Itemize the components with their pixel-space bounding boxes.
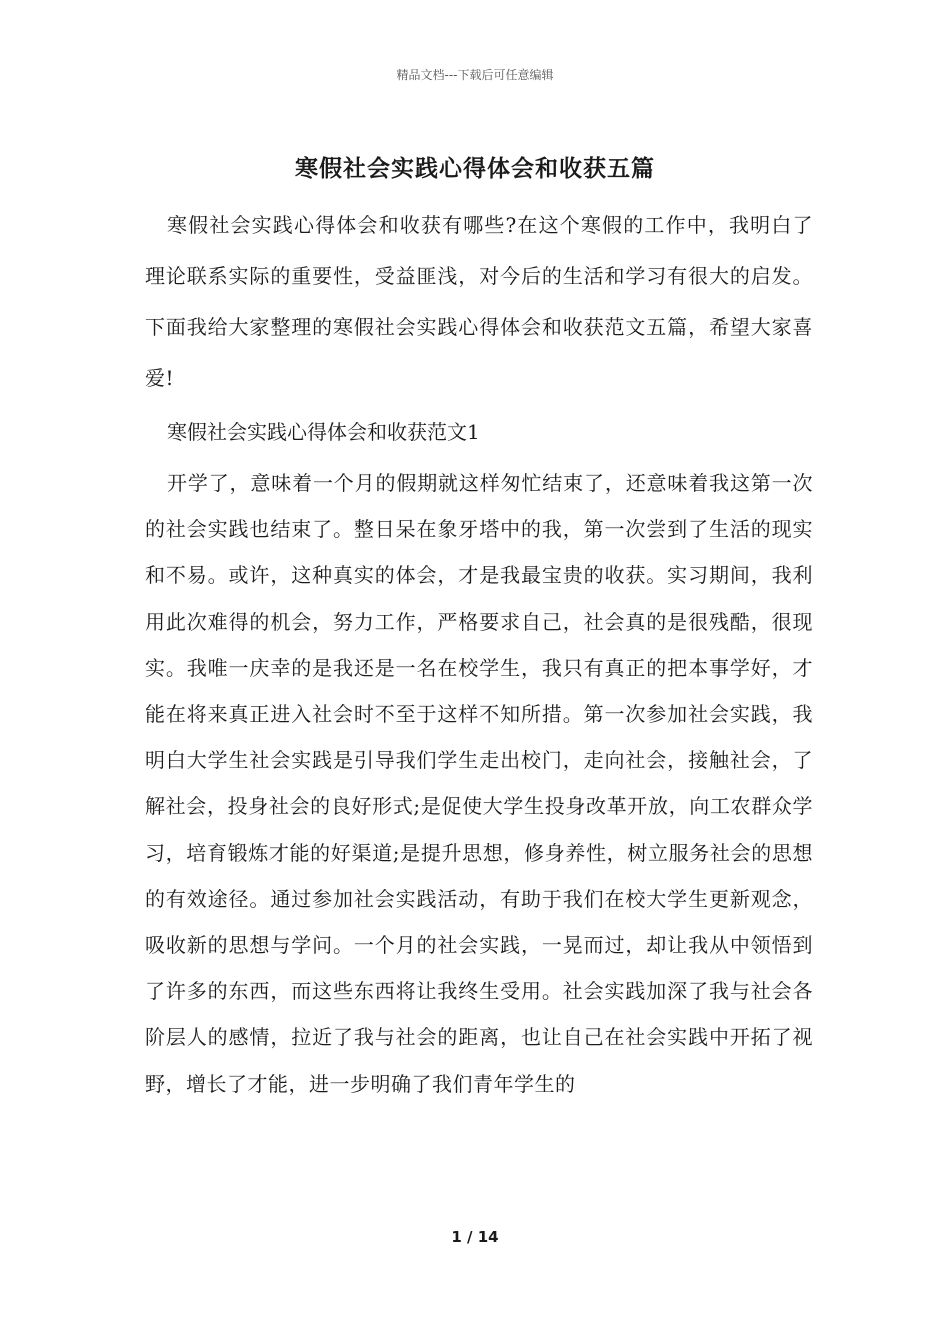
page-number: 1 / 14: [451, 1228, 499, 1246]
intro-paragraph: 寒假社会实践心得体会和收获有哪些?在这个寒假的工作中，我明白了理论联系实际的重要性，受益匪浅，对今后的生活和学习有很大的启发。下面我给大家整理的寒假社会实践心得体会和收获范文五篇，希望大家喜爱!: [145, 213, 813, 390]
section-heading: 寒假社会实践心得体会和收获范文1: [167, 420, 480, 444]
document-body: [145, 200, 813, 1115]
body-paragraph: 开学了，意味着一个月的假期就这样匆忙结束了，还意味着我这第一次的社会实践也结束了。整日呆在象牙塔中的我，第一次尝到了生活的现实和不易。或许，这种真实的体会，才是我最宝贵的收获。实习期间，我利用此次难得的机会，努力工作，严格要求自己，社会真的是很残酷，很现实。我唯一庆幸的是我还是一名在校学生，我只有真正的把本事学好，才能在将来真正进入社会时不至于这样不知所措。第一次参加社会实践，我明白大学生社会实践是引导我们学生走出校门，走向社会，接触社会，了解社会，投身社会的良好形式;是促使大学生投身改革开放，向工农群众学习，培育锻炼才能的好渠道;是提升思想，修身养性，树立服务社会的思想的有效途径。通过参加社会实践活动，有助于我们在校大学生更新观念，吸收新的思想与学问。一个月的社会实践，一晃而过，却让我从中领悟到了许多的东西，而这些东西将让我终生受用。社会实践加深了我与社会各阶层人的感情，拉近了我与社会的距离，也让自己在社会实践中开拓了视野，增长了才能，进一步明确了我们青年学生的: [145, 471, 813, 1096]
document-title: 寒假社会实践心得体会和收获五篇: [295, 155, 655, 182]
header-note: 精品文档---下载后可任意编辑: [396, 68, 554, 82]
